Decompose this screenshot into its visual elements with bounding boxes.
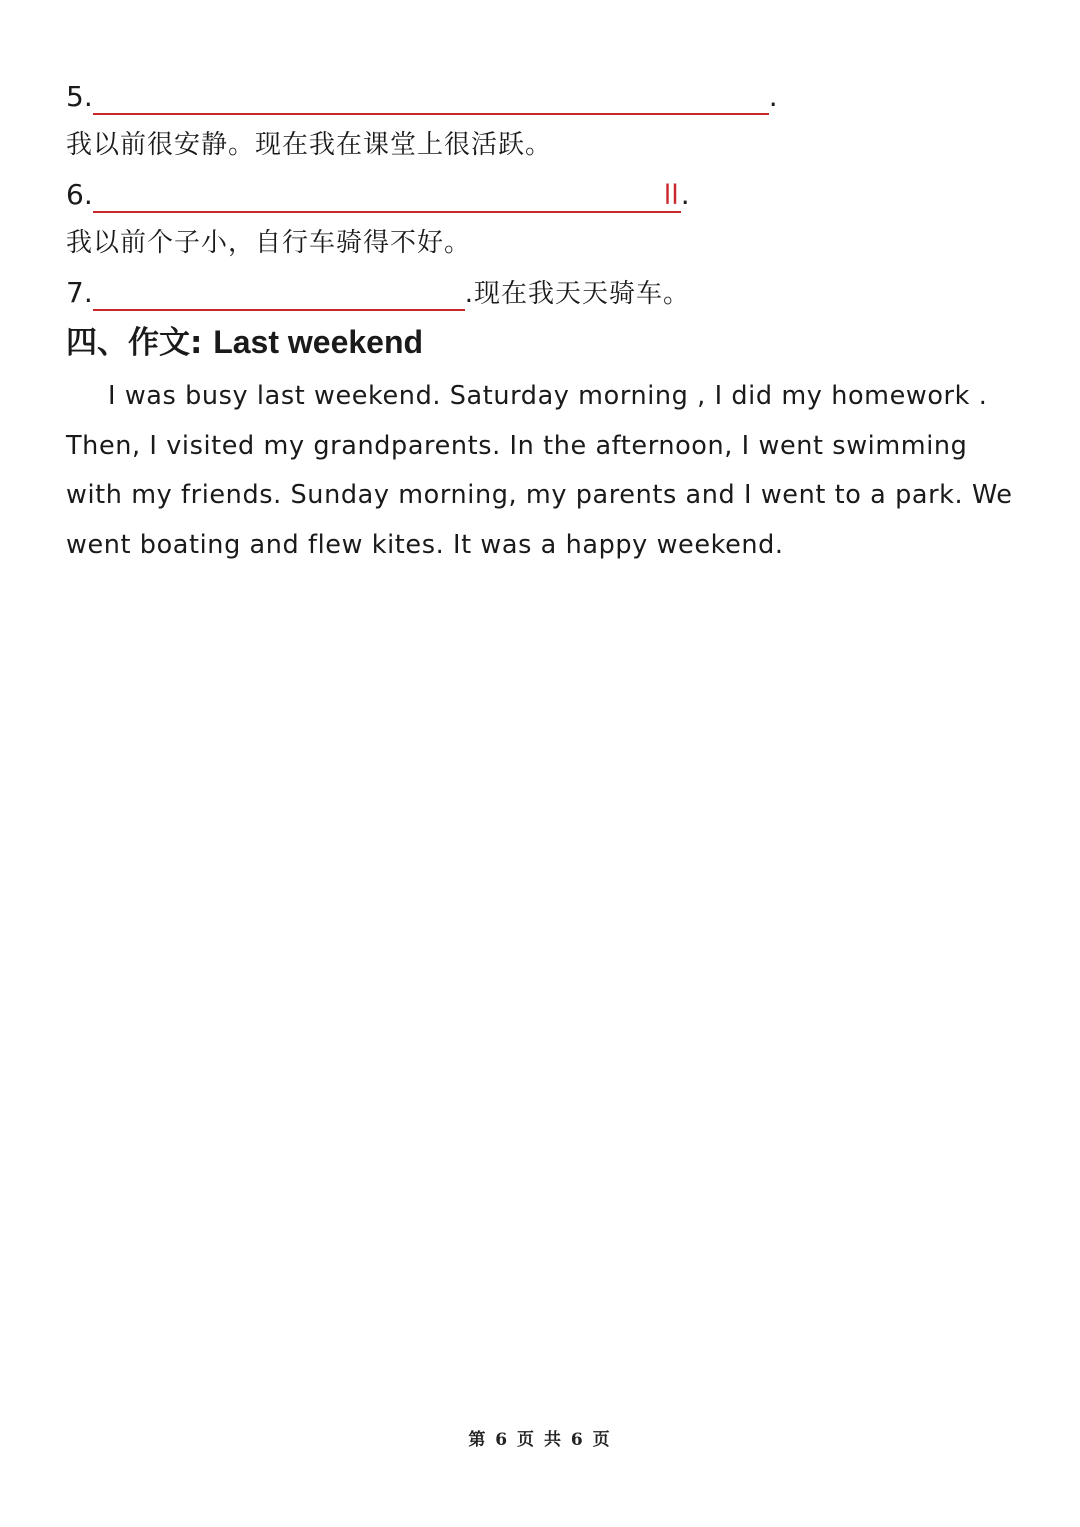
essay-line: Then, I visited my grandparents. In the afternoon, I went swimming xyxy=(66,430,968,461)
section-heading-prefix: 四、作文: xyxy=(66,325,214,361)
essay-line: with my friends. Sunday morning, my parents and I went to a park. We xyxy=(66,480,1013,510)
essay-body xyxy=(66,372,1026,570)
question-5-trailing: . xyxy=(768,80,778,113)
question-7-trailing: .现在我天天骑车。 xyxy=(464,279,690,309)
blank-mark: ll xyxy=(663,180,679,211)
answer-blank-7[interactable] xyxy=(93,279,465,311)
question-6-hint: 我以前个子小，自行车骑得不好。 xyxy=(66,228,472,258)
essay-line: I was busy last weekend. Saturday morning , I did my homework . xyxy=(108,381,988,411)
question-5-hint: 我以前很安静。现在我在课堂上很活跃。 xyxy=(66,130,553,160)
question-6-trailing: . xyxy=(680,178,690,211)
answer-blank-6[interactable] xyxy=(93,181,681,213)
question-6 xyxy=(66,178,690,213)
page-number-footer: 第 6 页 共 6 页 xyxy=(468,1430,612,1450)
section-heading xyxy=(66,322,423,363)
question-5-number: 5. xyxy=(66,80,93,113)
essay-line: went boating and flew kites. It was a happy weekend. xyxy=(66,529,784,560)
question-5 xyxy=(66,80,778,115)
section-heading-title: Last weekend xyxy=(213,324,424,360)
answer-blank-5[interactable] xyxy=(93,83,769,115)
question-7-number: 7. xyxy=(66,276,93,309)
question-7 xyxy=(66,276,690,311)
question-6-number: 6. xyxy=(66,178,93,211)
